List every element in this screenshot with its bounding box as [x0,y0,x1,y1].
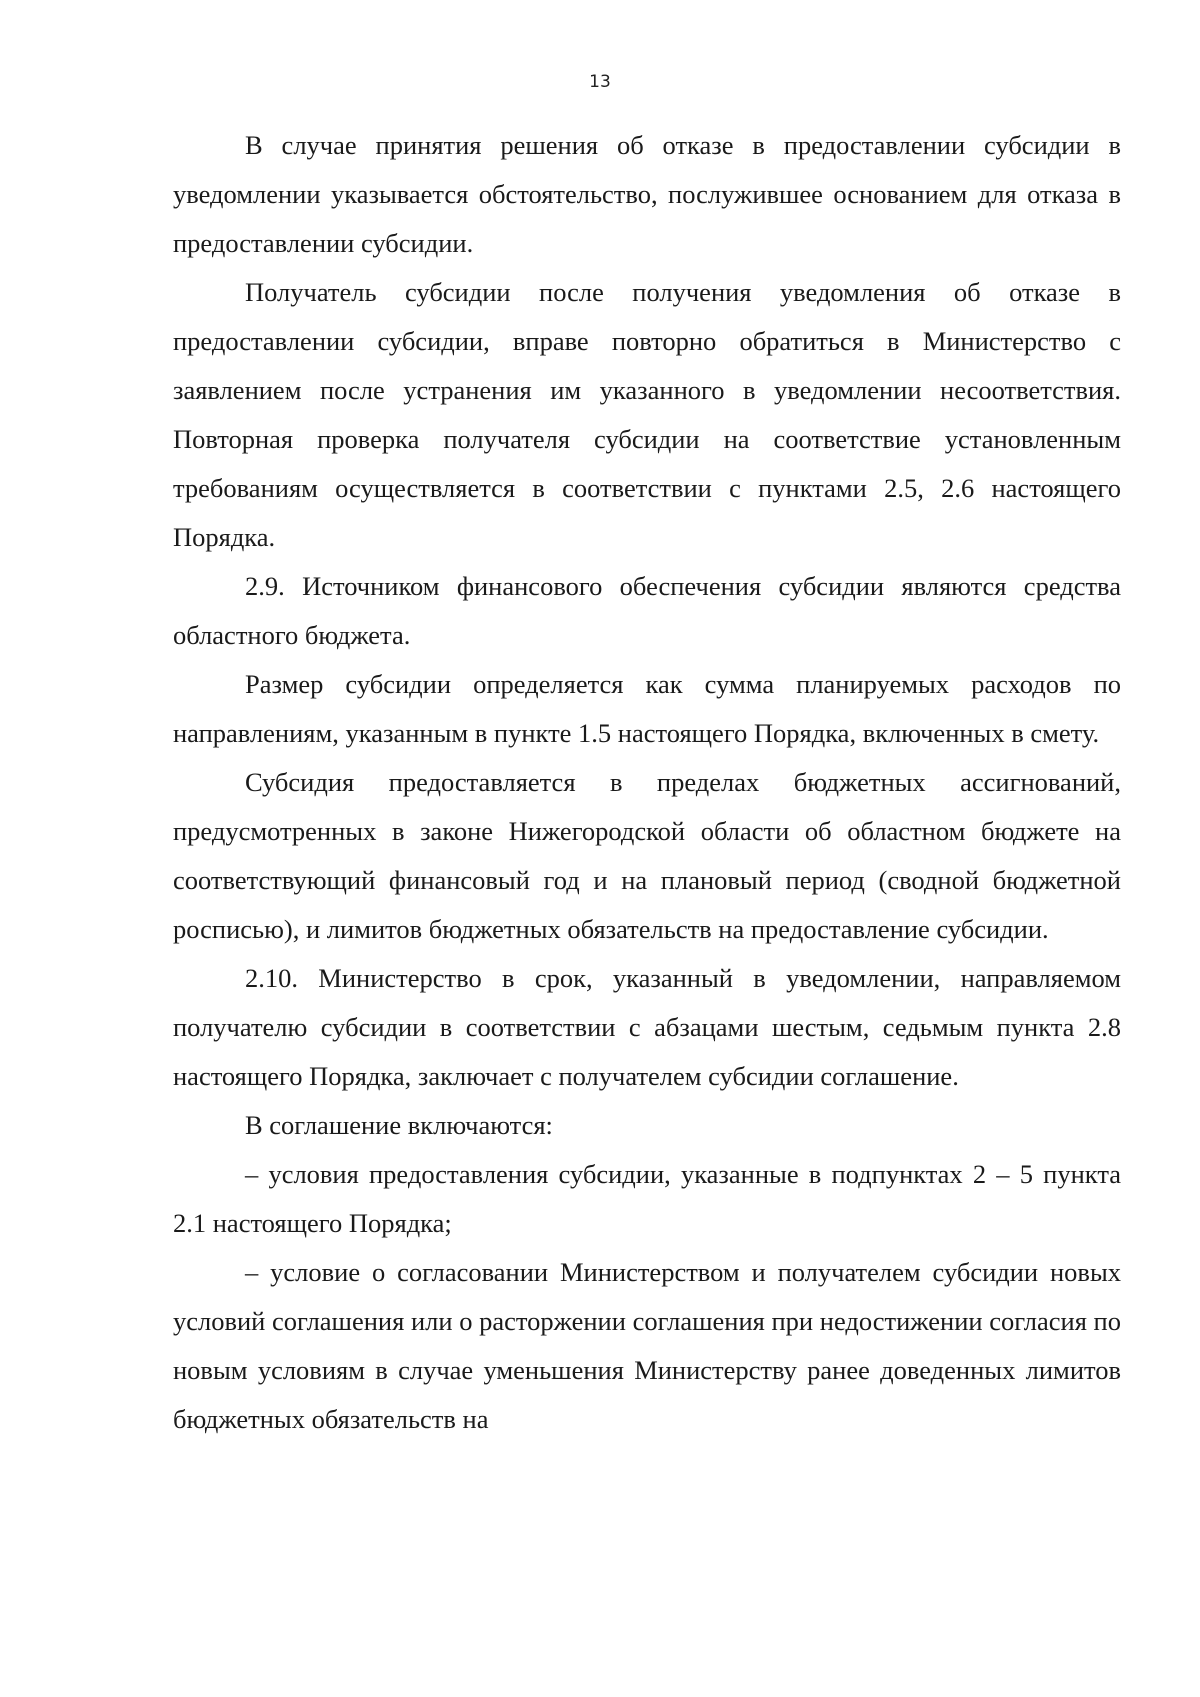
paragraph-2-9-funding-source: 2.9. Источником финансового обеспечения субсидии являются средства областного бюджета. [173,571,1121,650]
paragraph-subsidy-amount: Размер субсидии определяется как сумма планируемых расходов по направлениям, указанным в пункте 1.5 настоящего Порядка, включенных в смету. [173,669,1121,748]
paragraph-budget-limits: Субсидия предоставляется в пределах бюджетных ассигнований, предусмотренных в законе Нижегородской области об областном бюджете на соответствующий финансовый год и на плановый период (сводной бюджетной росписью), и лимитов бюджетных обязательств на предоставление субсидии. [173,767,1121,944]
paragraph-reapplication: Получатель субсидии после получения уведомления об отказе в предоставлении субсидии, вправе повторно обратиться в Министерство с заявлением после устранения им указанного в уведомлении несоответствия. Повторная проверка получателя субсидии на соответствие установленным требованиям осуществляется в соответствии с пунктами 2.5, 2.6 настоящего Порядка. [173,277,1121,552]
list-item-conditions: – условия предоставления субсидии, указанные в подпунктах 2 – 5 пункта 2.1 настоящего Порядка; [173,1159,1121,1238]
list-item-new-conditions: – условие о согласовании Министерством и получателем субсидии новых условий соглашения или о расторжении соглашения при недостижении согласия по новым условиям в случае уменьшения Министерству ранее доведенных лимитов бюджетных обязательств на [173,1257,1121,1434]
paragraph-agreement-includes: В соглашение включаются: [245,1110,553,1140]
paragraph-refusal-notice: В случае принятия решения об отказе в предоставлении субсидии в уведомлении указывается обстоятельство, послужившее основанием для отказа в предоставлении субсидии. [173,130,1121,258]
page-number: 13 [589,72,611,92]
document-body [173,121,1121,1444]
paragraph-2-10-agreement: 2.10. Министерство в срок, указанный в уведомлении, направляемом получателю субсидии в соответствии с абзацами шестым, седьмым пункта 2.8 настоящего Порядка, заключает с получателем субсидии соглашение. [173,963,1121,1091]
